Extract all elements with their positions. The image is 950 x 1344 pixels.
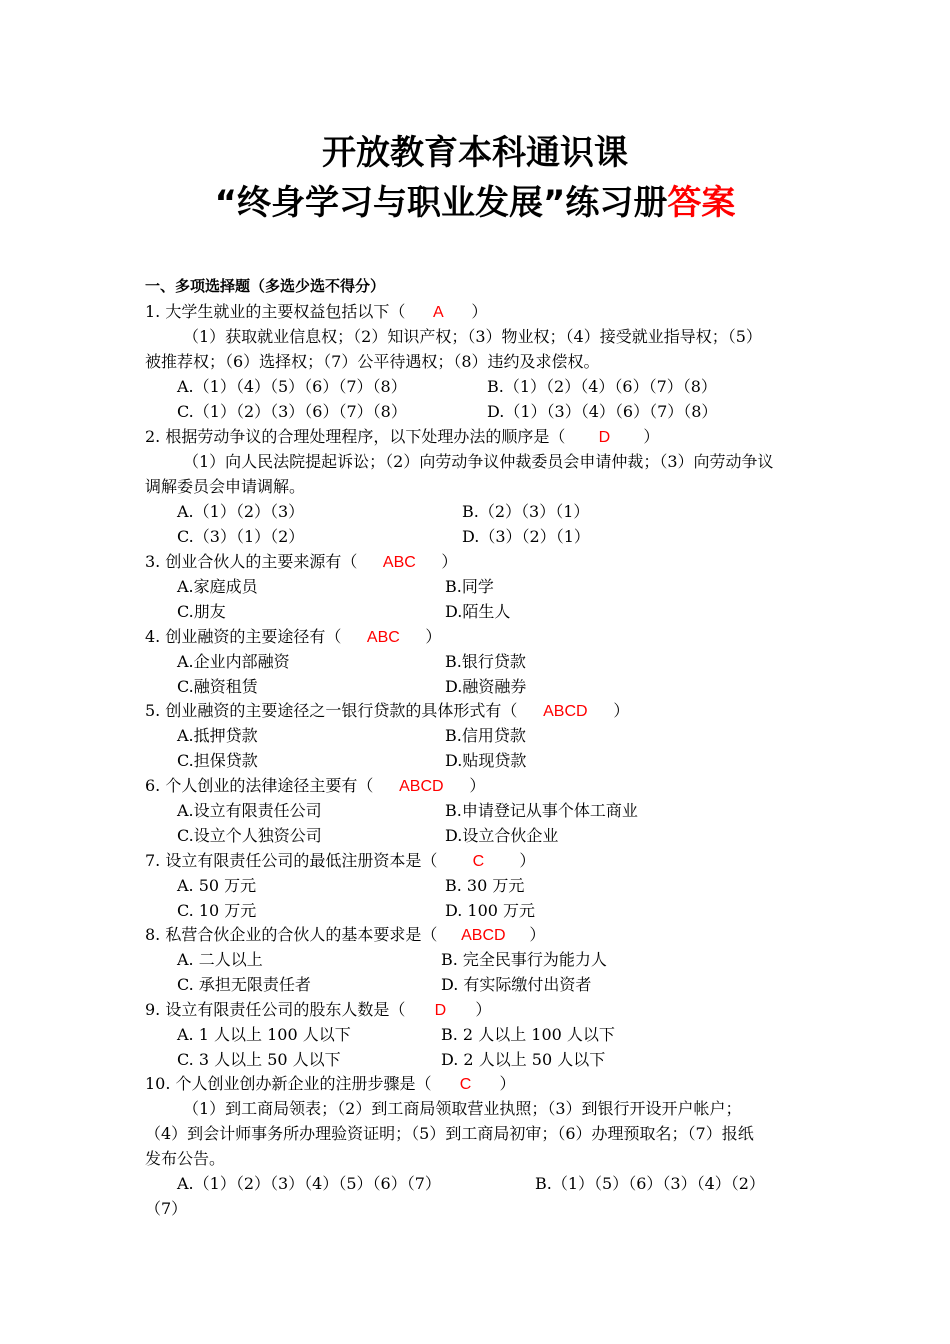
- question-1-option-b: B.（1）（2）（4）（6）（7）（8）: [487, 377, 717, 396]
- question-7-option-c: C. 10 万元: [177, 901, 257, 920]
- question-6-answer: ABCD: [399, 778, 444, 795]
- question-2-option-c: C.（3）（1）（2）: [177, 527, 305, 546]
- question-6-stem: 6. 个人创业的法律途径主要有（ ABCD ）: [145, 773, 485, 799]
- question-8-option-b: B. 完全民事行为能力人: [441, 950, 607, 969]
- question-8-stem: 8. 私营合伙企业的合伙人的基本要求是（ ABCD ）: [145, 922, 545, 948]
- question-1-desc: （1）获取就业信息权；（2）知识产权；（3）物业权；（4）接受就业指导权；（5）: [183, 327, 762, 346]
- question-5-option-d: D.贴现贷款: [445, 751, 527, 770]
- question-3-option-a: A.家庭成员: [177, 577, 258, 596]
- question-10-desc: （1）到工商局领表；（2）到工商局领取营业执照；（3）到银行开设开户帐户；: [183, 1099, 742, 1118]
- question-6-option-c: C.设立个人独资公司: [177, 826, 322, 845]
- question-1-stem: 1. 大学生就业的主要权益包括以下（ A ）: [145, 299, 487, 325]
- question-4-option-b: B.银行贷款: [445, 652, 526, 671]
- question-10-answer: C: [459, 1076, 472, 1093]
- question-5-answer: ABCD: [543, 703, 588, 720]
- question-9-option-d: D. 2 人以上 50 人以下: [441, 1050, 606, 1069]
- question-10-desc: 发布公告。: [145, 1149, 226, 1168]
- question-10-option-b-continued: （7）: [145, 1199, 188, 1218]
- question-8-option-a: A. 二人以上: [177, 950, 263, 969]
- question-9-answer: D: [434, 1002, 447, 1019]
- question-9-option-b: B. 2 人以上 100 人以下: [441, 1025, 615, 1044]
- question-10-option-b: B.（1）（5）（6）（3）（4）（2）: [535, 1174, 765, 1193]
- question-1-desc: 被推荐权；（6）选择权；（7）公平待遇权；（8）违约及求偿权。: [145, 352, 600, 371]
- question-1-option-c: C.（1）（2）（3）（6）（7）（8）: [177, 402, 407, 421]
- question-2-answer: D: [598, 429, 611, 446]
- question-5-stem: 5. 创业融资的主要途径之一银行贷款的具体形式有（ ABCD ）: [145, 698, 629, 724]
- question-8-option-d: D. 有实际缴付出资者: [441, 975, 592, 994]
- document-title-line2: [0, 181, 950, 225]
- question-4-stem: 4. 创业融资的主要途径有（ ABC ）: [145, 624, 441, 650]
- question-7-option-b: B. 30 万元: [445, 876, 525, 895]
- question-1-option-a: A.（1）（4）（5）（6）（7）（8）: [177, 377, 407, 396]
- question-4-answer: ABC: [366, 629, 400, 646]
- question-10-stem: 10. 个人创业创办新企业的注册步骤是（ C ）: [145, 1071, 516, 1097]
- question-7-stem: 7. 设立有限责任公司的最低注册资本是（ C ）: [145, 848, 535, 874]
- question-10-desc: （4）到会计师事务所办理验资证明；（5）到工商局初审；（6）办理预取名；（7）报纸: [145, 1124, 754, 1143]
- question-6-option-d: D.设立合伙企业: [445, 826, 559, 845]
- title-answer-highlight: 答案: [667, 183, 736, 223]
- question-9-option-c: C. 3 人以上 50 人以下: [177, 1050, 341, 1069]
- question-6-option-b: B.申请登记从事个体工商业: [445, 801, 638, 820]
- question-7-answer: C: [472, 853, 485, 870]
- question-2-desc: 调解委员会申请调解。: [145, 477, 306, 496]
- section-heading: 一、多项选择题（多选少选不得分）: [145, 277, 386, 295]
- question-2-option-b: B.（2）（3）（1）: [462, 502, 590, 521]
- question-2-option-d: D.（3）（2）（1）: [462, 527, 590, 546]
- question-1-answer: A: [433, 304, 444, 321]
- question-8-option-c: C. 承担无限责任者: [177, 975, 311, 994]
- question-7-option-a: A. 50 万元: [177, 876, 257, 895]
- question-2-stem: 2. 根据劳动争议的合理处理程序，以下处理办法的顺序是（ D ）: [145, 424, 659, 450]
- document-title-line1: 开放教育本科通识课: [322, 133, 628, 173]
- question-5-option-c: C.担保贷款: [177, 751, 258, 770]
- title-text: “终身学习与职业发展”练习册: [214, 183, 668, 223]
- question-4-option-a: A.企业内部融资: [177, 652, 290, 671]
- question-5-option-b: B.信用贷款: [445, 726, 526, 745]
- question-3-option-c: C.朋友: [177, 602, 226, 621]
- question-4-option-c: C.融资租赁: [177, 677, 258, 696]
- question-7-option-d: D. 100 万元: [445, 901, 536, 920]
- question-3-stem: 3. 创业合伙人的主要来源有（ ABC ）: [145, 549, 457, 575]
- question-1-option-d: D.（1）（3）（4）（6）（7）（8）: [487, 402, 718, 421]
- question-10-option-a: A.（1）（2）（3）（4）（5）（6）（7）: [177, 1174, 441, 1193]
- question-6-option-a: A.设立有限责任公司: [177, 801, 322, 820]
- question-3-option-d: D.陌生人: [445, 602, 511, 621]
- question-4-option-d: D.融资融券: [445, 677, 527, 696]
- question-8-answer: ABCD: [461, 927, 506, 944]
- question-2-desc: （1）向人民法院提起诉讼；（2）向劳动争议仲裁委员会申请仲裁；（3）向劳动争议: [183, 452, 774, 471]
- question-9-stem: 9. 设立有限责任公司的股东人数是（ D ）: [145, 997, 491, 1023]
- question-3-option-b: B.同学: [445, 577, 494, 596]
- question-9-option-a: A. 1 人以上 100 人以下: [177, 1025, 351, 1044]
- question-5-option-a: A.抵押贷款: [177, 726, 258, 745]
- question-3-answer: ABC: [382, 554, 416, 571]
- question-2-option-a: A.（1）（2）（3）: [177, 502, 305, 521]
